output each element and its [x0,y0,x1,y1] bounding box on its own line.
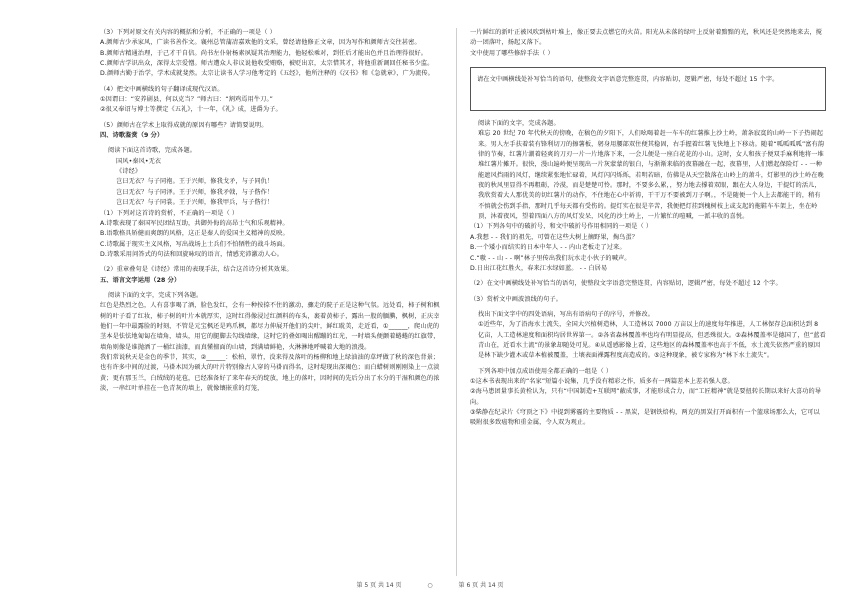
right-column-bottom-line: （1）下列各句中的破折号，和文中破折号作用相同的一项是（ ） [470,223,653,231]
left-column-line: （3）下列对原文有关内容的概括和分析，不正确的一项是（ ） [100,29,276,36]
left-column-line: （2）重章叠句是《诗经》常用的表现手法，结合这首诗分析其效果。 [100,266,293,274]
boxed-prompt-text: 请在文中画横线处补写恰当的语句，使整段文字语意完整连贯，内容贴切，逻辑严密，每处不超过 15 个字。 [477,76,779,84]
left-column-line: A.颜师古少承家风，广读书善作文。襄州总管蒲凊嘉欢他的文采，曾经请他修正文章，因为写作和颜师古交往甚密。 [100,39,421,47]
right-column-bottom-line: 找出下面文字中的四处语病，写出有语病句子的序号，并修改。 [478,310,655,318]
left-column-line: 五、语言文字运用（28 分） [100,276,181,284]
left-column-line: 阅读下面的文字，完成下列各题。 [108,291,203,299]
right-column-bottom-line: （3）赏析文中画波浪线的句子。 [470,295,563,303]
left-column-line: ①因谓曰：“安养剧县，何以克当？”师古曰：“割鸡焉用牛刀。” [100,96,273,104]
left-column-line: B.颜师古精通治理，于己才干自信。尚书左仆射杨素夙疑其治理能力，他轻松乘对，到任后才能出色并且治理得很好。 [100,49,428,57]
left-column-line: 国风•秦风•无衣 [116,157,162,165]
left-column-line: 岂曰无衣？与子同泽。王于兴师，修我矛戟，与子偕作！ [116,188,274,196]
right-column-bottom-line: ①这本书表现出来的“名家”短篇小说集，几乎没有精彩之作，质多有一两篇差本上差若强人意。 [470,377,734,385]
right-column-top-line: 文中使用了哪些修辞手法（ ） [470,49,554,57]
right-column-bottom-line: ③柴静在纪录片《穹顶之下》中提到雾霾的主要物质 - - 黑炭，是钢铁焙构，两克的黑炭打开面积有一个篮球场那么大，它可以吸附很多致癌物和重金属，令人双为观止。 [470,408,820,427]
left-column-line: C.诗歌属于现实主义风格，写出战场上士兵们不怕牺牲的战斗场面。 [100,240,289,248]
right-column-top-line: 一片鲜红的新叶正被风吹到枯叶堆上，像正要去点燃它的火苗。阳光从未落的绿叶上反射着黯黯的光，秋风还是突然地来去，搅动一团落叶，扬起又落下。 [470,29,823,47]
left-column-line: 四、诗歌鉴赏（9 分） [100,132,164,140]
left-column-line: 我们常说秋天是金色的季节，其实，②______：松柏，翠竹，没来得及落叶的杨柳和地上绿油油的草坪做了秋的深色背景；也有许多中间的过渡，马褂木因为硕大的叶片特别像古人穿的马褂而得名，这时堤现出深褐色；而白蜡树则刚刚染上一点淡黄；更有那玉兰，白绒绒的花苞，已经准备好了来年春天的绽放，地上的落叶，因时间的先后分出了水分的干湿和颜色的浓淡，一串红叶单挂在一色青灰的墙上，就像镶嵌重的灯笼， [100,353,440,392]
left-column-line: D.诗歌采用问答式的句法和回旋咏叹的语言，情感充沛激动人心。 [100,250,283,258]
right-column-bottom-line: 下列各项中加点成语使用全都正确的一组是（ ） [478,367,613,375]
left-column-line: 岂曰无衣？与子同裳。王于兴师，修我甲兵，与子偕行！ [116,199,274,207]
right-column-bottom-line: D.日出江花红胜火，春来江水绿如蓝。 - - 白居易 [470,264,608,272]
right-column-bottom-line: C.“嗷 - - 山 - - 啊”林子里传出我们玩水走小伙子的喊声。 [470,254,631,262]
right-column [470,28,826,429]
left-column-line: B.语歌格具矫健而爽朗的风格，这正是秦人的爱国主义精神的反映。 [100,230,289,238]
right-column-bottom-line: 难忘 20 世纪 70 年代秋天的傍晚，在稿色的夕阳下，人们吆喝着赶一车车的红薯推上沙土岭，萧条寂寞的山岭一下子热闹起来。男人左手扶着装有锋利切刀的擦薯板，躬身用腰部双住便其稳固，右手握着红薯飞快地上下移动。随着“呱呱呱呱”富有韵律的节奏，红薯片潮着轻爽的刀刃一片一片地落下来，一会儿便是一座白花花的小山。这时，女人和孩子便双手麻利地将一堆堆红薯片摊开。很快，漫山遍岭便呈现出一片灰蒙蒙的银白，与渐渐来临的夜幕融在一起，夜幕里，人们燃起保险灯 - - 一种能遮风挡雨的风灯，继续紧张地忙碌着，风灯闪闪烁烁，若明若暗，仿佛是从天空散落在山岭上的萧斗，灯影里的沙土岭在晚夜的秋风里显得不再粗砺，冷漠，而是楚楚可怜。那时，不要多么累，，努力地去撑着双眼，跟在大人身边，干提灯的活儿，我欣赏着大人那优美的切红薯片的动作，不住地在心中祈祷，干干万不要被到刀子啊。，不是随便一个人上去都能干的，稍有不慎就会伤到手指，那时几乎每天都有受伤的。提灯实在很是辛苦，我便把灯挂到槐树枝上或支起的拖鞋车车架上，坐在岭顶，沐着夜风，望着四面八方的风灯发呆，风化的沙土岭上，一片繁忙的喧喊，一派丰收的喜悦。 [478,130,825,221]
right-column-bottom-line: 阅读下面的文字，完成各题。 [478,120,560,128]
left-column-line: D.颜师古勤于治学，学术成就斐然。太宗让读书人学习他考定的《五经》，他所注释的《汉书》和《急就章》，广为流传。 [100,70,434,78]
right-column-top [470,28,826,59]
footer-right-page: 第 6 页 共 14 页 [458,582,504,589]
left-column-line: 《诗经》 [116,168,142,176]
left-column-line: 阅读下面这首诗歌，完成各题。 [108,147,197,155]
footer-center-mark: ○ [427,582,433,589]
right-column-bottom [470,119,826,429]
left-column-line: 岂曰无衣？与子同袍。王于兴师，修我戈矛，与子同仇！ [116,178,274,186]
footer-left-page: 第 5 页 共 14 页 [356,582,402,589]
left-column [100,28,442,394]
left-column-line: （5）颜师古在学术上取得成就的原因有哪些？请简要说明。 [100,121,268,129]
right-column-bottom-line: ②海马患团量事长黄栓认为，只有“中国制造+互联网”蔽成事，才能形成合力，而“工匠精神”就是要扭转长期以来好大喜功的导向。 [470,388,822,406]
left-column-line: （4）把文中画横线的句子翻译成现代汉语。 [100,85,224,93]
left-column-line: C.颜师古学识出众，深得太宗爱憎。师古遭众人非议说他收受贿赂，被贬出京，太宗惜其才，将他重新调回任秘书少监。 [100,60,434,68]
left-column-line: ②很又奉诏与博士等撰定《五礼》，十一年，《礼》成，进爵为子。 [100,106,282,114]
right-column-bottom-line: （2）在文中画横线处补写恰当的语句，使整段文字语意完整连贯，内容贴切，逻辑严密，每处不超过 12 个字。 [470,280,782,288]
right-column-bottom-line: B.一个矮小而结实的日本中年人 - - 内山老板走了过来。 [470,244,626,252]
left-column-line: 红色是热烈之色，人有喜事喝了酒，脸色发红，会有一种按捺不住的激动，骤走的院子正是这种气氛。远处看，柿子树和枫树的叶子看了红妆，柿子树的叶片本就厚实，这时红得像浸过红颜料的布头，裹着黄柿子，露出一股的腼腆，枫树，正庆幸他们一年中最露脸的时刻，不管是元宝枫还是鸡爪枫，都尽力伸展开他们的尖叶，鲜红耽美，走近看，①______，爬山虎的茎本是怯怯地匍匐在墙角，墙头，用它的腿脚去勾线墙缘，这时它的叠如喝出醒蹦的红光，一时墙头便颤着蜷蜷的红旗带，墙角则像是谁抛洒了一桶红油漆，而真懂擅面的山墙，到满墙鲜艳，火淋淋地呼喊着大地的浪漫。 [100,302,440,351]
left-column-line: （1）下列对这首诗的赏析，不正确的一项是（ ） [100,209,239,217]
right-column-bottom-line: ①近些年，为了沿海水土流失，全国大兴植树造林，人工造林以 7000 万亩以上的速度每年推进，人工林保存总面积达到 8 亿亩，人工造林速度和面积均居世界第一。②各省森林覆盖率也均有明显提高，但恶殊很大。③森林覆盖率是德国了，但“蓝看青山在，近看水土流”的景象却随处可见。④从遥感影像上看，这些地区的森林覆盖率也高于不低，水土流失依然严重的原因是林下缺少灌木或草本植被覆盖，土壤表面裸露程度高造成的。⑤这种现象，被专家称为“林下水土流失”。 [478,321,826,360]
page-footer [0,580,860,589]
right-column-bottom-line: A.我想 - - 我们的祖先，可曾在这些大树上摘野果，掏鸟蛋？ [470,233,639,241]
left-column-line: A.诗歌表现了秦国军民团结互助，共御外侮的高昂士气和乐观精神。 [100,219,289,227]
boxed-prompt [470,67,826,111]
column-divider [456,28,457,576]
